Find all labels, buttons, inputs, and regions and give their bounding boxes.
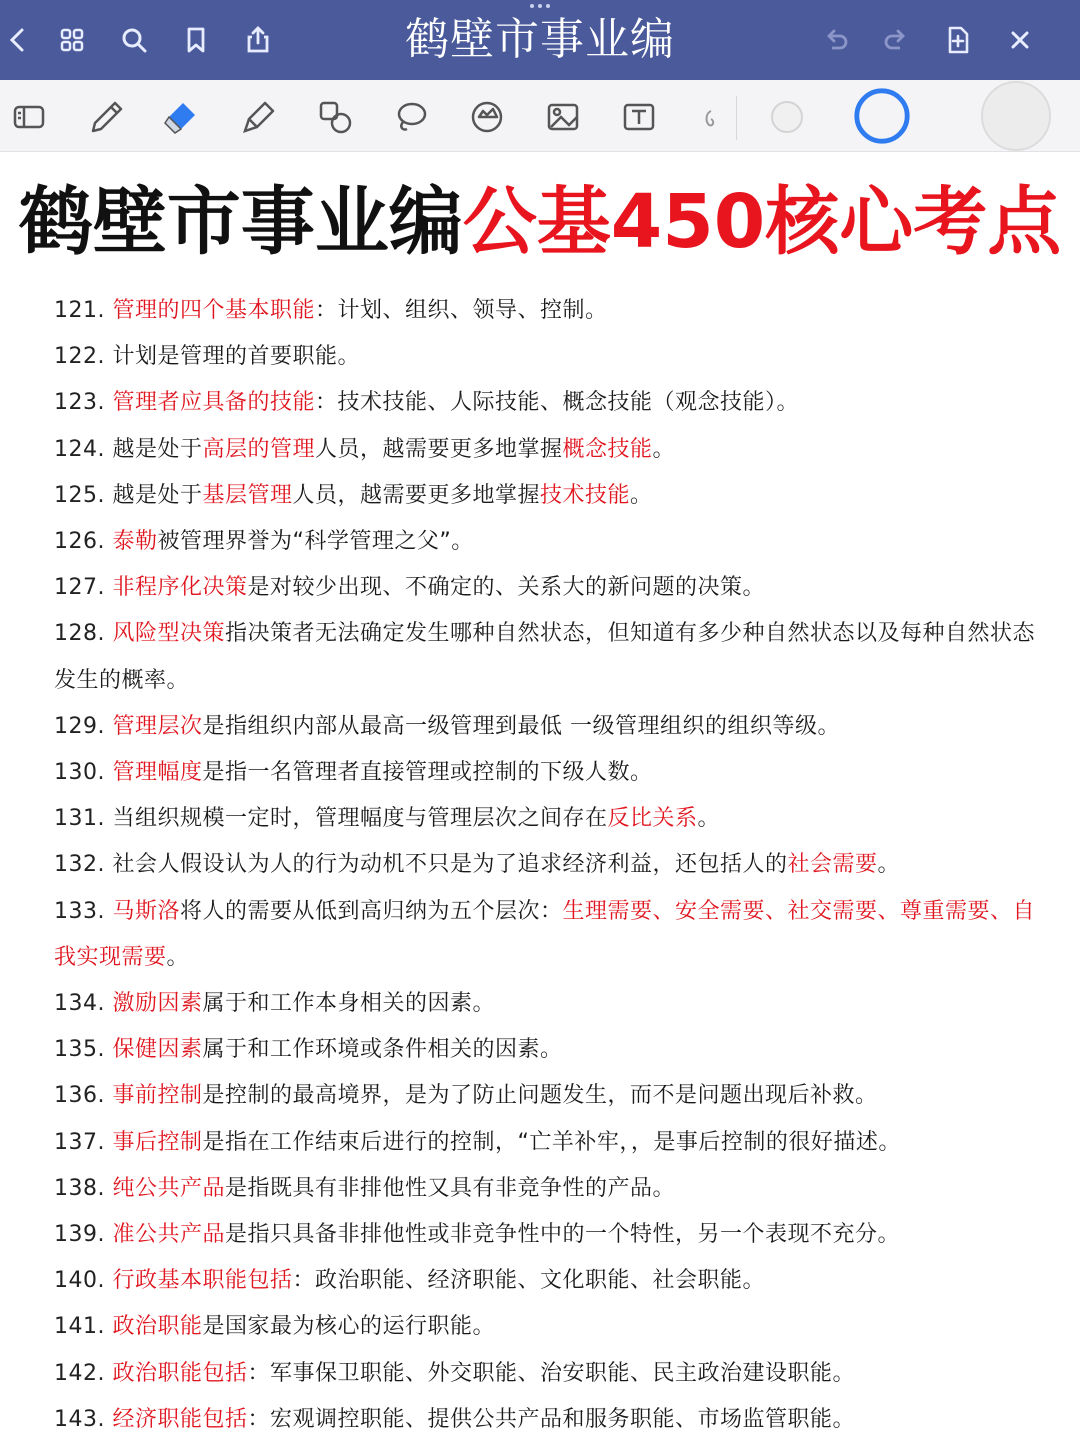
document-headline xyxy=(0,176,1080,268)
highlighted-term: 马斯洛 xyxy=(112,898,180,924)
list-item xyxy=(54,565,1044,611)
item-text: 。 xyxy=(166,944,190,970)
list-item xyxy=(54,1258,1044,1304)
highlighted-term: 社会需要 xyxy=(787,852,878,878)
highlighted-term: 政治职能包括 xyxy=(112,1360,248,1386)
item-text: ：政治职能、经济职能、文化职能、社会职能。 xyxy=(292,1268,766,1294)
highlighted-term: 技术技能 xyxy=(540,482,631,508)
item-number: 127. xyxy=(54,575,113,601)
headline-red-part: 公基450核心考点 xyxy=(462,179,1062,265)
item-text: 。 xyxy=(697,806,721,832)
item-text: 是国家最为核心的运行职能。 xyxy=(202,1314,496,1340)
highlighted-term: 生理需要、安全需要、社交需要、尊重需要、自我实现需要 xyxy=(54,898,1036,970)
item-text: 。 xyxy=(652,436,676,462)
item-text: 是指只具备非排他性或非竞争性中的一个特性，另一个表现不充分。 xyxy=(225,1222,901,1248)
item-text: 计划是管理的首要职能。 xyxy=(112,344,360,370)
item-text: ：宏观调控职能、提供公共产品和服务职能、市场监管职能。 xyxy=(247,1406,856,1432)
highlighted-term: 泰勒 xyxy=(112,529,158,555)
item-text: 。 xyxy=(877,852,901,878)
knowledge-point-list xyxy=(54,288,1044,1443)
highlighted-term: 行政基本职能包括 xyxy=(112,1268,293,1294)
item-text: 是对较少出现、不确定的、关系大的新问题的决策。 xyxy=(247,575,766,601)
highlighted-term: 概念技能 xyxy=(562,436,653,462)
list-item xyxy=(54,1212,1044,1258)
add-page-icon[interactable] xyxy=(940,22,976,58)
list-item xyxy=(54,288,1044,334)
highlighted-term: 管理层次 xyxy=(112,713,203,739)
item-number: 124. xyxy=(54,436,113,462)
list-item xyxy=(54,1120,1044,1166)
item-number: 125. xyxy=(54,482,113,508)
item-number: 121. xyxy=(54,298,113,323)
list-item xyxy=(54,842,1044,888)
highlighted-term: 基层管理 xyxy=(202,482,293,508)
list-item xyxy=(54,1397,1044,1443)
item-text: 指决策者无法确定发生哪种自然状态，但知道有多少种自然状态以及每种自然状态发生的概率。 xyxy=(54,621,1036,693)
bookmark-icon[interactable] xyxy=(178,22,214,58)
item-number: 134. xyxy=(54,991,113,1017)
item-text: 将人的需要从低到高归纳为五个层次： xyxy=(180,898,563,924)
sidebar-toggle-icon[interactable] xyxy=(6,94,52,140)
item-text: ：军事保卫职能、外交职能、治安职能、民主政治建设职能。 xyxy=(247,1360,856,1386)
item-text: 属于和工作本身相关的因素。 xyxy=(202,991,496,1017)
lasso-icon[interactable] xyxy=(388,94,434,140)
item-text: 。 xyxy=(630,482,653,508)
item-text: 是指一名管理者直接管理或控制的下级人数。 xyxy=(202,760,653,786)
toolbar-divider xyxy=(736,96,737,140)
list-item xyxy=(54,1073,1044,1119)
highlighted-term: 高层的管理 xyxy=(202,436,316,462)
highlighted-term: 反比关系 xyxy=(607,806,698,832)
color-swatch-gray[interactable] xyxy=(764,94,810,140)
item-number: 143. xyxy=(54,1406,113,1432)
close-icon[interactable] xyxy=(1002,22,1038,58)
back-icon[interactable] xyxy=(0,22,36,58)
item-text: ：计划、组织、领导、控制。 xyxy=(315,298,608,323)
item-text: 当组织规模一定时，管理幅度与管理层次之间存在 xyxy=(112,806,608,832)
item-number: 137. xyxy=(54,1129,113,1155)
text-icon[interactable] xyxy=(616,94,662,140)
list-item xyxy=(54,704,1044,750)
item-number: 142. xyxy=(54,1360,113,1386)
item-number: 126. xyxy=(54,529,113,555)
highlighted-term: 激励因素 xyxy=(112,991,203,1017)
item-text: 人员，越需要更多地掌握 xyxy=(315,436,563,462)
highlighted-term: 管理的四个基本职能 xyxy=(112,298,315,323)
item-number: 140. xyxy=(54,1268,113,1294)
list-item xyxy=(54,1351,1044,1397)
list-item xyxy=(54,1166,1044,1212)
share-icon[interactable] xyxy=(240,22,276,58)
item-number: 131. xyxy=(54,806,113,832)
item-number: 130. xyxy=(54,760,113,786)
pen-icon[interactable] xyxy=(84,94,130,140)
item-number: 129. xyxy=(54,713,113,739)
list-item xyxy=(54,981,1044,1027)
highlighter-icon[interactable] xyxy=(236,94,282,140)
grid-icon[interactable] xyxy=(54,22,90,58)
highlighted-term: 管理幅度 xyxy=(112,760,203,786)
highlighted-term: 政治职能 xyxy=(112,1314,203,1340)
item-number: 136. xyxy=(54,1083,113,1109)
list-item xyxy=(54,334,1044,380)
item-number: 133. xyxy=(54,898,113,924)
highlighted-term: 风险型决策 xyxy=(112,621,225,647)
color-swatch-selected[interactable] xyxy=(850,84,914,148)
item-text: 越是处于 xyxy=(112,436,203,462)
item-number: 123. xyxy=(54,390,113,416)
list-item xyxy=(54,750,1044,796)
item-number: 138. xyxy=(54,1175,113,1201)
item-number: 141. xyxy=(54,1314,113,1340)
headline-black-part: 鹤壁市事业编 xyxy=(18,179,463,265)
highlighted-term: 事后控制 xyxy=(112,1129,203,1155)
item-number: 135. xyxy=(54,1037,113,1063)
item-text: 是控制的最高境界，是为了防止问题发生，而不是问题出现后补救。 xyxy=(202,1083,878,1109)
item-text: 属于和工作环境或条件相关的因素。 xyxy=(202,1037,563,1063)
item-number: 128. xyxy=(54,621,113,647)
highlighted-term: 保健因素 xyxy=(112,1037,203,1063)
list-item xyxy=(54,889,1044,981)
item-text: ：技术技能、人际技能、概念技能（观念技能）。 xyxy=(315,390,800,416)
shapes-icon[interactable] xyxy=(312,94,358,140)
undo-icon[interactable] xyxy=(818,22,854,58)
list-item xyxy=(54,380,1044,426)
item-number: 132. xyxy=(54,852,113,878)
highlighted-term: 纯公共产品 xyxy=(112,1175,225,1201)
item-text: 是指既具有非排他性又具有非竞争性的产品。 xyxy=(225,1175,676,1201)
window-title: 鹤壁市事业编 xyxy=(405,14,675,65)
item-text: 是指组织内部从最高一级管理到最低 一级管理组织的组织等级。 xyxy=(202,713,840,739)
list-item xyxy=(54,519,1044,565)
app-top-bar xyxy=(0,0,1080,80)
item-text: 社会人假设认为人的行为动机不只是为了追求经济利益，还包括人的 xyxy=(112,852,788,878)
list-item xyxy=(54,473,1044,519)
highlighted-term: 准公共产品 xyxy=(112,1222,225,1248)
highlighted-term: 管理者应具备的技能 xyxy=(112,390,315,416)
item-number: 122. xyxy=(54,344,113,370)
item-text: 是指在工作结束后进行的控制，“亡羊补牢，，是事后控制的很好描述。 xyxy=(202,1129,901,1155)
item-text: 被管理界誉为“科学管理之父”。 xyxy=(157,529,474,555)
item-text: 越是处于 xyxy=(112,482,203,508)
list-item xyxy=(54,1304,1044,1350)
highlighted-term: 非程序化决策 xyxy=(112,575,248,601)
annotation-toolbar xyxy=(0,80,1080,152)
item-text: 人员，越需要更多地掌握 xyxy=(292,482,541,508)
list-item xyxy=(54,427,1044,473)
item-number: 139. xyxy=(54,1222,113,1248)
stroke-width-preview[interactable] xyxy=(952,80,1080,152)
eraser-icon[interactable] xyxy=(158,94,204,140)
list-item xyxy=(54,611,1044,703)
highlighted-term: 事前控制 xyxy=(112,1083,203,1109)
pointer-icon[interactable] xyxy=(688,94,734,140)
highlighted-term: 经济职能包括 xyxy=(112,1406,248,1432)
list-item xyxy=(54,796,1044,842)
redo-icon[interactable] xyxy=(878,22,914,58)
sticker-icon[interactable] xyxy=(464,94,510,140)
search-icon[interactable] xyxy=(116,22,152,58)
list-item xyxy=(54,1027,1044,1073)
image-icon[interactable] xyxy=(540,94,586,140)
handle-dots xyxy=(528,4,552,10)
